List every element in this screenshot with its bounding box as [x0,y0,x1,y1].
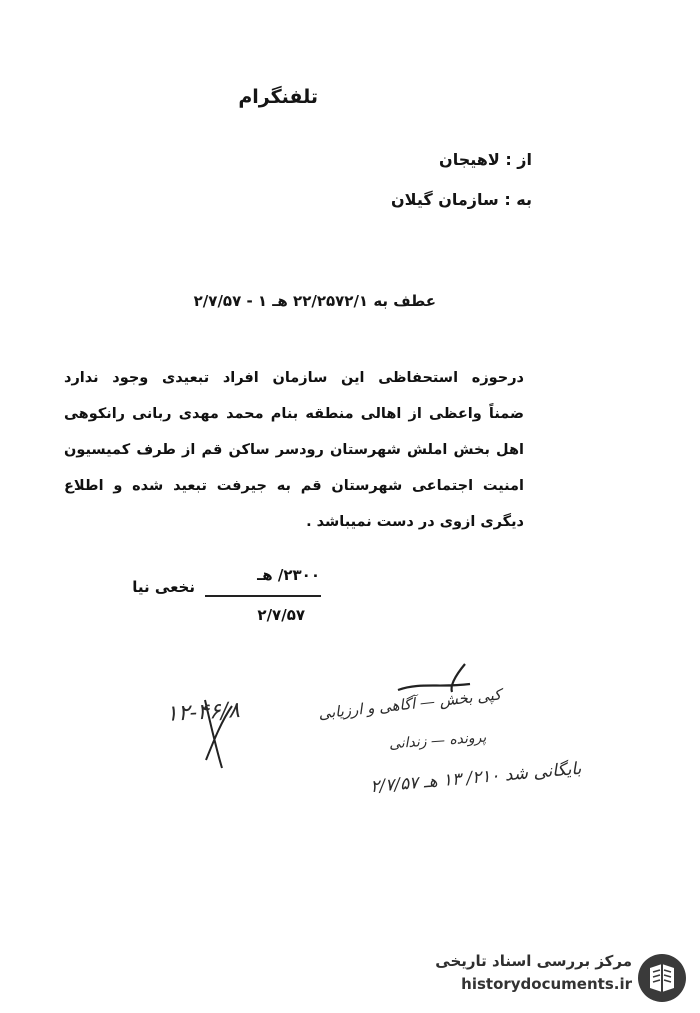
signature-number: ۲۳۰۰/ هـ [257,566,320,584]
sender-line: از : لاهیجان [439,150,532,169]
handwritten-note-2: پرونده — زندانی [388,729,487,753]
message-body [64,360,524,540]
handwritten-note-3: بایگانی شد ۲۱۰/ ۱۳ هـ ۲/۷/۵۷ [369,758,583,798]
signer-name: نخعی نیا [132,578,195,596]
signature-date: ۲/۷/۵۷ [257,606,305,624]
watermark-title: مرکز بررسی اسناد تاریخی [435,952,632,970]
handwritten-number: ۱۲-۴۶/۸ [165,698,241,727]
watermark [402,950,692,1006]
reference-line: عطف به ۲۲/۲۵۷۲/۱ هـ ۱ - ۲/۷/۵۷ [193,292,436,310]
body-line-4: امنیت اجتماعی شهرستان قم به جیرفت تبعید شده و اطلاع [64,478,524,494]
archive-logo-icon [636,952,688,1004]
signature-scribble [398,664,470,692]
watermark-url: historydocuments.ir [461,975,632,993]
fraction-divider [205,595,321,597]
recipient-line: به : سازمان گیلان [391,190,532,209]
body-line-5: دیگری ازوی در دست نمیباشد . [306,514,524,530]
document-title: تلفنگرام [238,86,318,108]
body-line-2: ضمناً واعظی از اهالی منطقه بنام محمد مهدی ربانی رانکوهی [64,406,524,422]
body-line-1: درحوزه استحفاظی این سازمان افراد تبعیدی وجود ندارد [64,370,524,386]
body-line-3: اهل بخش املش شهرستان رودسر ساکن قم از طرف کمیسیون [64,442,524,458]
handwritten-note-1: کپی بخش — آگاهی و ارزیابی [317,685,503,723]
